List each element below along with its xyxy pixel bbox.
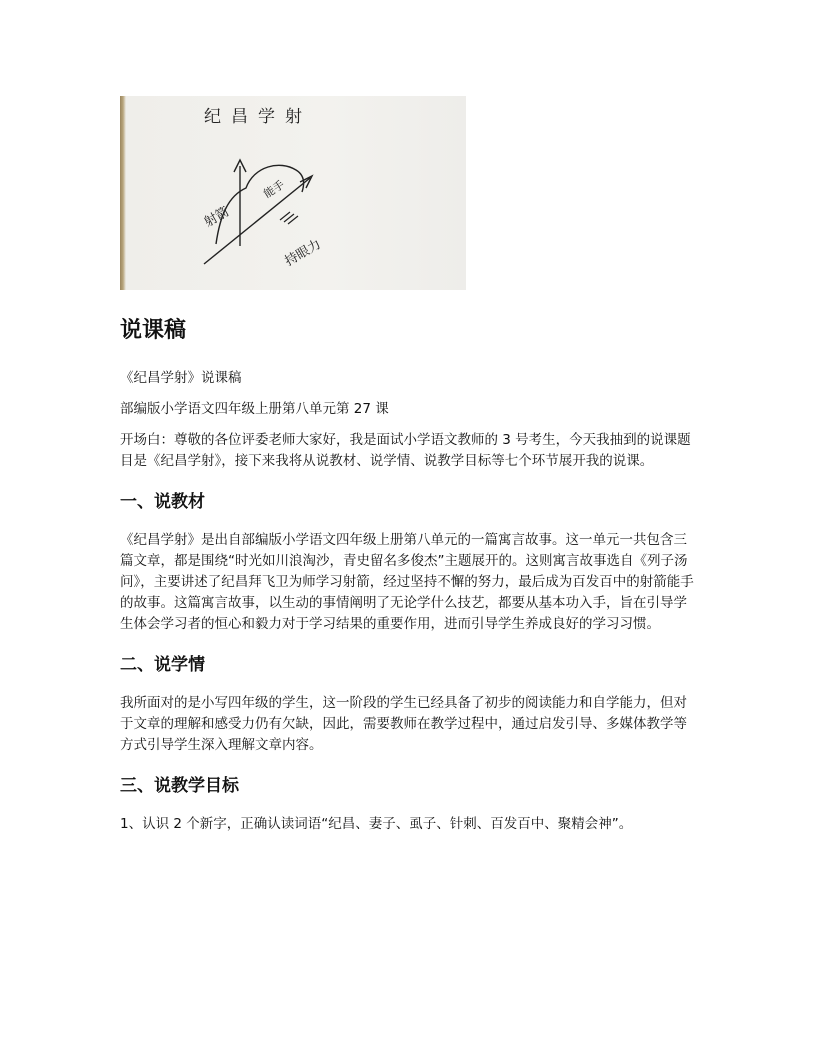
whiteboard-photo (120, 96, 466, 290)
curve-line (216, 165, 304, 244)
section-heading-students: 二、说学情 (120, 655, 205, 675)
section-body-goals: 1、认识 2 个新字，正确认读词语“纪昌、妻子、虱子、针刺、百发百中、聚精会神”。 (120, 816, 633, 832)
section-body-textbook: 《纪昌学射》是出自部编版小学语文四年级上册第八单元的一篇寓言故事。这一单元一共包含三篇文章，都是围绕“时光如川浪淘沙，青史留名多俊杰”主题展开的。这则寓言故事选自《列子汤问》，主要讲述了纪昌拜飞卫为师学习射箭，经过坚持不懈的努力，最后成为百发百中的射箭能手的故事。这篇寓言故事，以生动的事情阐明了无论学什么技艺，都要从基本功入手，旨在引导学生体会学习者的恒心和毅力对于学习结果的重要作用，进而引导学生养成良好的学习习惯。 (120, 532, 694, 632)
label-shejian: 射箭 (201, 203, 232, 230)
label-yanli: 持眼力 (282, 236, 324, 269)
section-body-students: 我所面对的是小写四年级的学生，这一阶段的学生已经具备了初步的阅读能力和自学能力，但对于文章的理解和感受力仍有欠缺，因此，需要教师在教学过程中，通过启发引导、多媒体教学等方式引导学生深入理解文章内容。 (120, 695, 687, 753)
label-nengshou: 能手 (261, 178, 287, 201)
page-title: 说课稿 (120, 318, 187, 343)
feather-icon (280, 212, 298, 224)
intro-paragraph: 开场白：尊敬的各位评委老师大家好，我是面试小学语文教师的 3 号考生，今天我抽到的说课题目是《纪昌学射》，接下来我将从说教材、说学情、说教学目标等七个环节展开我的说课。 (120, 432, 691, 469)
sketch-drawing (120, 96, 466, 290)
handwritten-title: 纪昌学射 (204, 107, 312, 126)
subtitle: 《纪昌学射》说课稿 (120, 370, 242, 386)
document-body (120, 316, 700, 847)
section-heading-textbook: 一、说教材 (120, 492, 205, 512)
lesson-info: 部编版小学语文四年级上册第八单元第 27 课 (120, 401, 389, 417)
section-heading-goals: 三、说教学目标 (120, 776, 239, 796)
